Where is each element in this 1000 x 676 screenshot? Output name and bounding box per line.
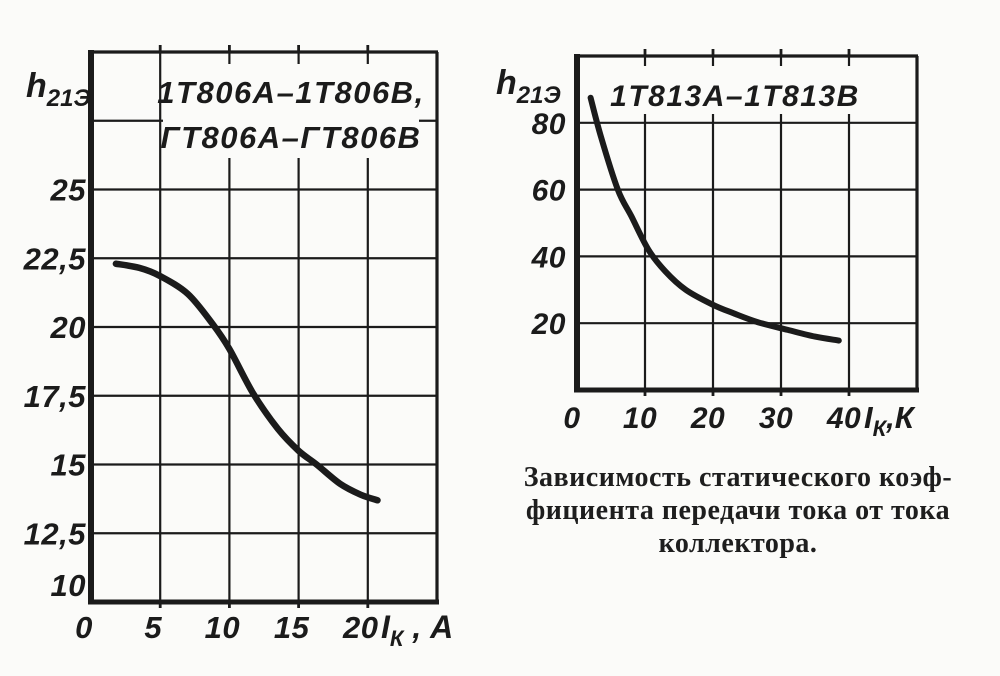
x-tick-label: 30	[758, 402, 794, 435]
caption-line: Зависимость статического коэф-	[523, 462, 953, 493]
y-axis-label: $h_{21Э}$	[496, 64, 561, 109]
y-tick-label: 25	[50, 172, 86, 208]
x-tick-label: 0	[563, 402, 581, 435]
x-tick-label: 10	[204, 610, 241, 645]
x-axis-label: $I_К$ , А	[381, 609, 454, 651]
chart-title-line: 1Т806А–1Т806В,	[157, 75, 425, 110]
x-tick-label: 15	[273, 610, 310, 645]
y-tick-label: 80	[531, 107, 566, 141]
x-tick-label: 40	[826, 402, 862, 435]
chart-title-line: ГТ806А–ГТ806В	[160, 120, 422, 155]
y-tick-label: 17,5	[23, 378, 86, 414]
x-tick-label: 0	[75, 610, 93, 645]
y-tick-label: 40	[531, 241, 566, 275]
y-tick-label: 10	[50, 568, 86, 603]
caption-line: фициента передачи тока от тока	[525, 495, 951, 526]
y-tick-label: 20	[50, 310, 86, 345]
y-tick-label: 60	[531, 174, 566, 208]
x-tick-label: 20	[343, 610, 379, 645]
x-tick-label: 5	[144, 610, 163, 645]
y-tick-label: 20	[531, 308, 566, 342]
figure-caption	[476, 461, 1000, 560]
x-tick-label: 10	[622, 402, 658, 435]
x-axis-label: $I_К,К$	[864, 400, 914, 441]
y-tick-label: 22,5	[23, 241, 86, 277]
y-tick-label: 15	[50, 447, 86, 483]
y-axis-label: $h_{21Э}$	[26, 67, 91, 112]
chart-1t806-gt806	[0, 0, 470, 676]
x-tick-label: 20	[690, 402, 726, 435]
caption-line: коллектора.	[658, 528, 818, 559]
chart-1t813	[470, 0, 1000, 450]
y-tick-label: 12,5	[23, 516, 86, 552]
data-curve	[591, 98, 839, 341]
chart-title-line: 1Т813А–1Т813В	[610, 80, 860, 113]
